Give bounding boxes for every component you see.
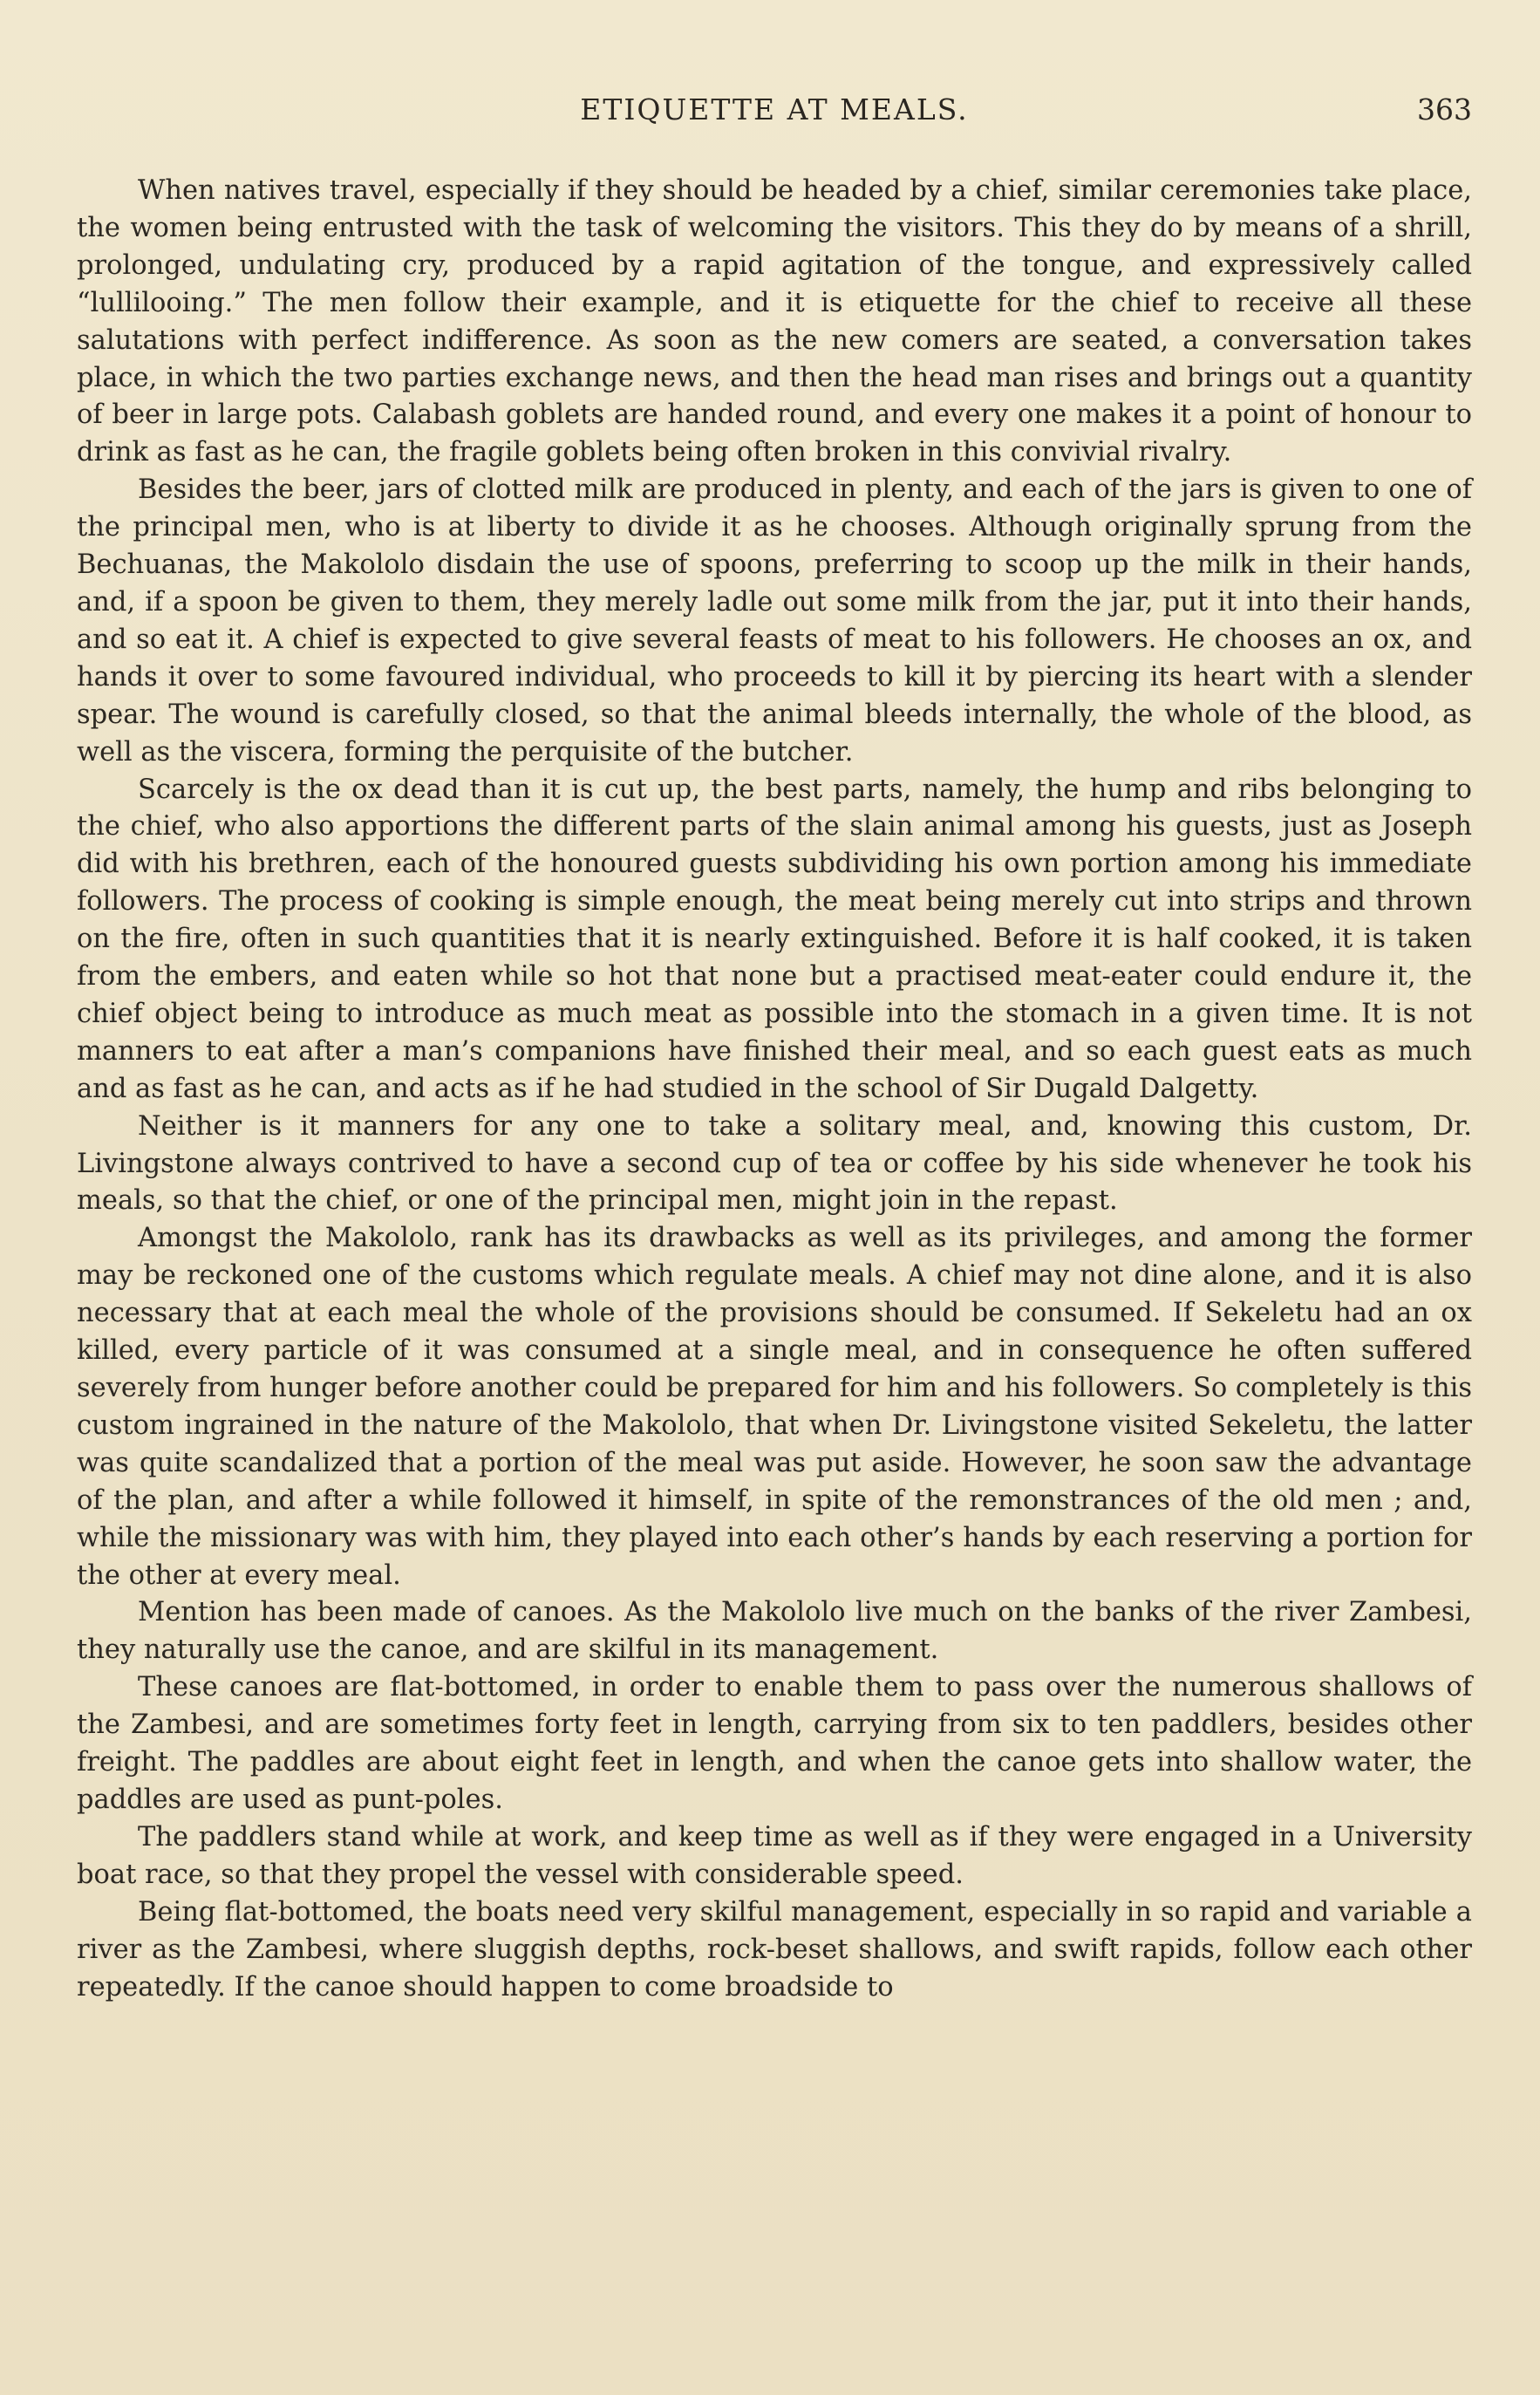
paragraph: The paddlers stand while at work, and keep time as well as if they were engaged in a University boat race, so that they propel the vessel with considerable speed. (77, 1821, 1472, 1890)
paragraph: Scarcely is the ox dead than it is cut up, the best parts, namely, the hump and ribs belonging to the chief, who also apportions the different parts of the slain animal among his guests, just as Joseph did with his brethren, each of the honoured guests subdividing his own portion among his immediate followers. The process of cooking is simple enough, the meat being merely cut into strips and thrown on the fire, often in such quantities that it is nearly extinguished. Before it is half cooked, it is taken from the embers, and eaten while so hot that none but a practised meat-eater could endure it, the chief object being to introduce as much meat as possible into the stomach in a given time. It is not manners to eat after a man’s companions have finished their meal, and so each guest eats as much and as fast as he can, and acts as if he had studied in the school of Sir Dugald Dalgetty. (77, 774, 1472, 1104)
paragraph: Besides the beer, jars of clotted milk are produced in plenty, and each of the jars is given to one of the principal men, who is at liberty to divide it as he chooses. Although originally sprung from the Bechuanas, the Makololo disdain the use of spoons, preferring to scoop up the milk in their hands, and, if a spoon be given to them, they merely ladle out some milk from the jar, put it into their hands, and so eat it. A chief is expected to give several feasts of meat to his followers. He chooses an ox, and hands it over to some favoured individual, who proceeds to kill it by piercing its heart with a slender spear. The wound is carefully closed, so that the animal bleeds internally, the whole of the blood, as well as the viscera, forming the perquisite of the butcher. (77, 474, 1472, 768)
page-number: 363 (1417, 92, 1472, 126)
paragraph: When natives travel, especially if they should be headed by a chief, similar ceremonies take place, the women being entrusted with the task of welcoming the visitors. This they do by means of a shrill, prolonged, undulating cry, produced by a rapid agitation of the tongue, and expressively called “lullilooing.” The men follow their example, and it is etiquette for the chief to receive all these salutations with perfect indifference. As soon as the new comers are seated, a conversation takes place, in which the two parties exchange news, and then the head man rises and brings out a quantity of beer in large pots. Calabash goblets are handed round, and every one makes it a point of honour to drink as fast as he can, the fragile goblets being often broken in this convivial rivalry. (77, 175, 1472, 468)
paragraph: These canoes are flat-bottomed, in order to enable them to pass over the numerous shallows of the Zambesi, and are sometimes forty feet in length, carrying from six to ten paddlers, besides other freight. The paddles are about eight feet in length, and when the canoe gets into shallow water, the paddles are used as punt-poles. (77, 1672, 1472, 1815)
running-head (77, 92, 1472, 145)
paragraph: Amongst the Makololo, rank has its drawbacks as well as its privileges, and among the former may be reckoned one of the customs which regulate meals. A chief may not dine alone, and it is also necessary that at each meal the whole of the provisions should be consumed. If Sekeletu had an ox killed, every particle of it was consumed at a single meal, and in consequence he often suffered severely from hunger before another could be prepared for him and his followers. So completely is this custom ingrained in the nature of the Makololo, that when Dr. Livingstone visited Sekeletu, the latter was quite scandalized that a portion of the meal was put aside. However, he soon saw the advantage of the plan, and after a while followed it himself, in spite of the remonstrances of the old men ; and, while the missionary was with him, they played into each other’s hands by each reserving a portion for the other at every meal. (77, 1223, 1472, 1591)
paragraph: Neither is it manners for any one to take a solitary meal, and, knowing this custom, Dr. Livingstone always contrived to have a second cup of tea or coffee by his side whenever he took his meals, so that the chief, or one of the principal men, might join in the repast. (77, 1110, 1472, 1217)
paragraph: Being flat-bottomed, the boats need very skilful management, especially in so rapid and variable a river as the Zambesi, where sluggish depths, rock-beset shallows, and swift rapids, follow each other repeatedly. If the canoe should happen to come broadside to (77, 1896, 1472, 2003)
paragraph: Mention has been made of canoes. As the Makololo live much on the banks of the river Zambesi, they naturally use the canoe, and are skilful in its management. (77, 1597, 1472, 1666)
running-title: ETIQUETTE AT MEALS. (580, 92, 969, 126)
body-text (77, 173, 1472, 2006)
